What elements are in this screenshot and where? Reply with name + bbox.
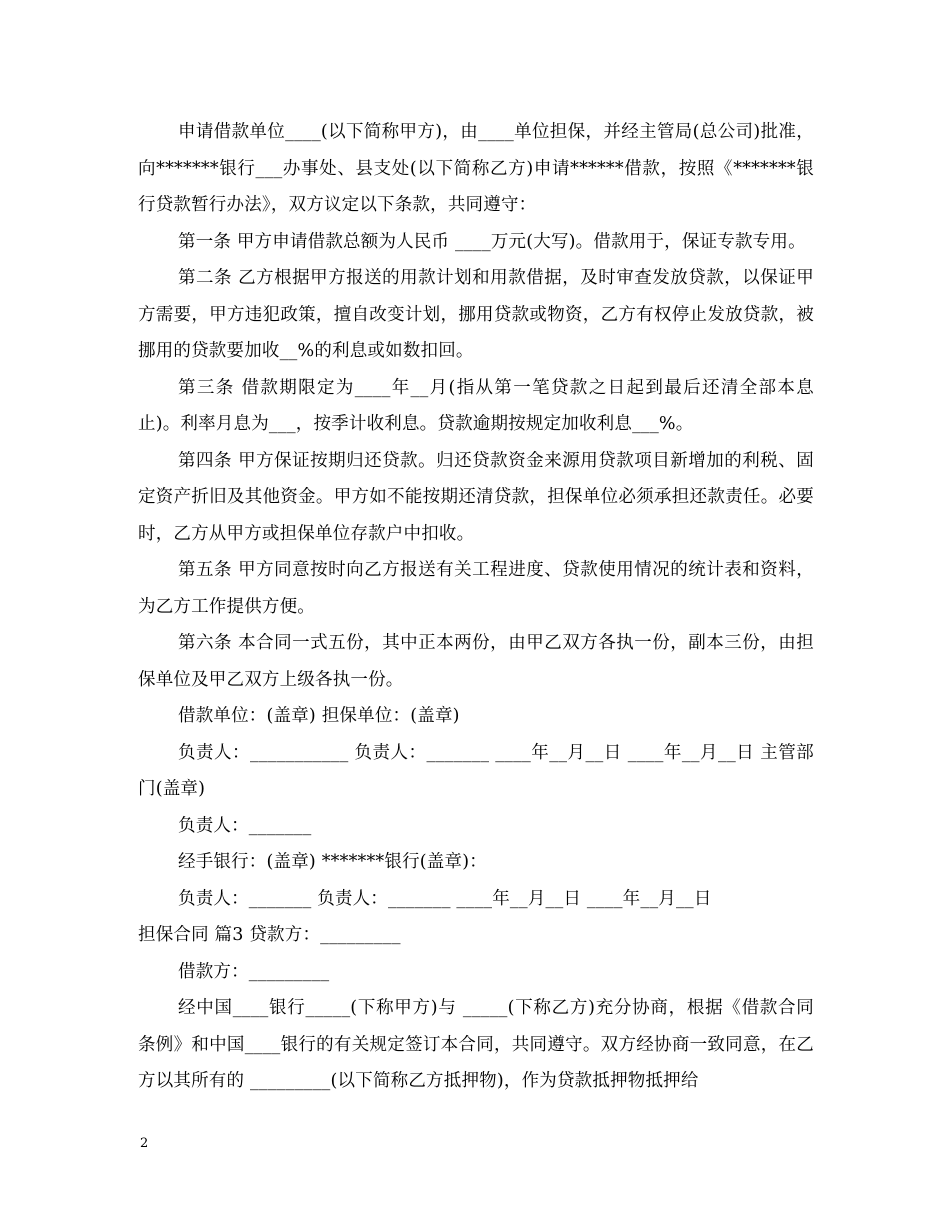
handling-bank-line: 经手银行：(盖章) *******银行(盖章)： (178, 852, 487, 872)
borrower-seal-line: 借款单位：(盖章) 担保单位：(盖章) (178, 706, 460, 726)
article-2-paragraph: 第二条 乙方根据甲方报送的用款计划和用款借据，及时审查发放贷款，以保证甲方需要，甲方违犯政策，擅自改变计划，挪用贷款或物资，乙方有权停止发放贷款，被挪用的贷款要加收__%的利息或如数扣回。 (138, 268, 814, 361)
guarantee-contract-heading: 担保合同 篇3 贷款方：_________ (138, 925, 401, 945)
article-6-paragraph: 第六条 本合同一式五份，其中正本两份，由甲乙双方各执一份，副本三份，由担保单位及甲乙双方上级各执一份。 (138, 633, 814, 690)
intro-paragraph: 申请借款单位____(以下简称甲方)，由____单位担保，并经主管局(总公司)批准，向*******银行___办事处、县支处(以下简称乙方)申请******借款，按照《*******银行贷款暂行办法》，双方议定以下条款，共同遵守： (138, 122, 814, 215)
article-4-paragraph: 第四条 甲方保证按期归还贷款。归还贷款资金来源用贷款项目新增加的利税、固定资产折旧及其他资金。甲方如不能按期还清贷款，担保单位必须承担还款责任。必要时，乙方从甲方或担保单位存款户中扣收。 (138, 450, 814, 544)
responsible-persons-date-line: 负责人：_______ 负责人：_______ ____年__月__日 ____年__月__日 (178, 888, 712, 909)
borrower-line: 借款方：_________ (178, 961, 330, 982)
article-3-paragraph: 第三条 借款期限定为____年__月(指从第一笔贷款之日起到最后还清全部本息止)。利率月息为___，按季计收利息。贷款逾期按规定加收利息___%。 (138, 377, 814, 434)
responsible-persons-line: 负责人：___________ 负责人：_______ ____年__月__日 ____年__月__日 主管部门(盖章) (138, 742, 814, 799)
responsible-person-line: 负责人：_______ (178, 815, 312, 836)
contract-body (138, 114, 814, 1100)
article-5-paragraph: 第五条 甲方同意按时向乙方报送有关工程进度、贷款使用情况的统计表和资料，为乙方工作提供方便。 (138, 560, 814, 617)
article-1-paragraph: 第一条 甲方申请借款总额为人民币 ____万元(大写)。借款用于，保证专款专用。 (178, 231, 806, 252)
page-number: 2 (140, 1136, 149, 1151)
mortgage-intro-paragraph: 经中国____银行_____(下称甲方)与 _____(下称乙方)充分协商，根据《借款合同条例》和中国____银行的有关规定签订本合同，共同遵守。双方经协商一致同意，在乙方以其所有的 _________(以下简称乙方抵押物)，作为贷款抵押物抵押给 (138, 998, 814, 1091)
